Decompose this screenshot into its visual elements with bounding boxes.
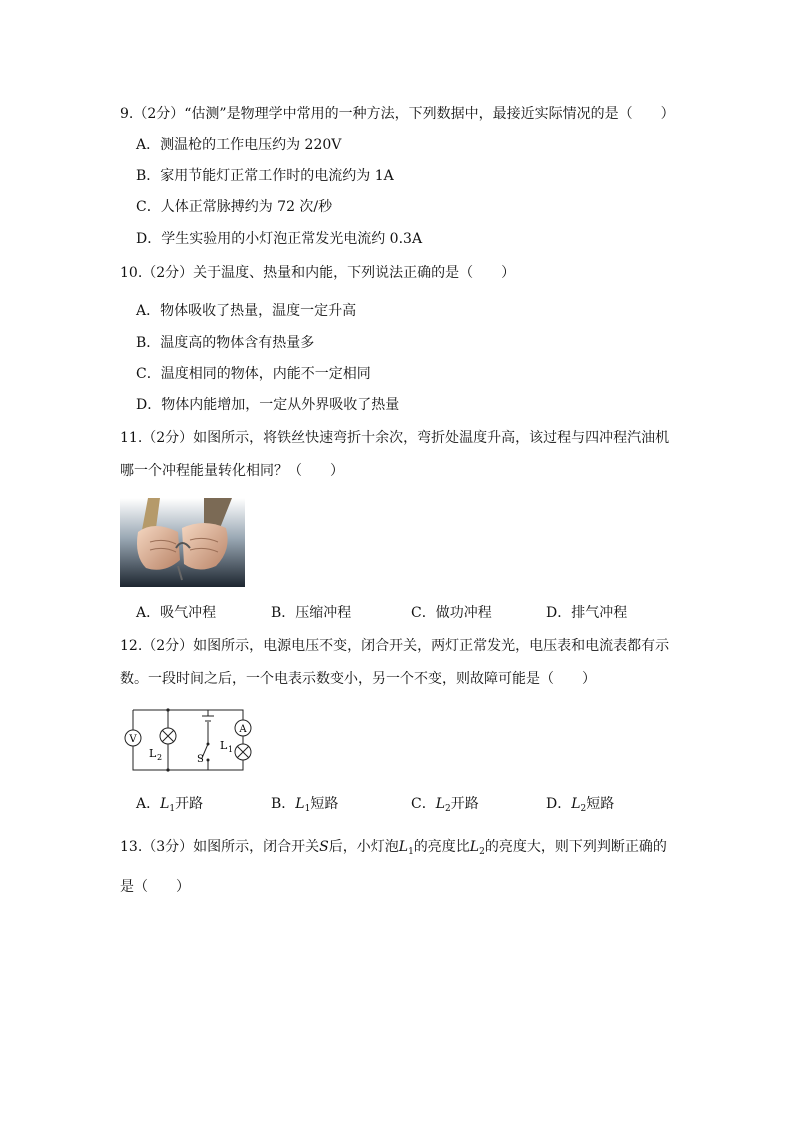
question-11-option-b[interactable]: B．压缩冲程: [271, 605, 352, 621]
question-9-option-d[interactable]: D．学生实验用的小灯泡正常发光电流约 0.3A: [136, 231, 423, 247]
question-13-stem-line2: 是（ ）: [120, 879, 190, 895]
question-11-option-d[interactable]: D．排气冲程: [546, 605, 628, 621]
question-12-option-c[interactable]: C．$L_2$开路: [411, 796, 479, 814]
lamp-l2-icon: [160, 728, 176, 744]
label-l1-sub: 1: [228, 745, 234, 754]
question-10-option-d[interactable]: D．物体内能增加，一定从外界吸收了热量: [136, 397, 400, 413]
question-9-option-c[interactable]: C．人体正常脉搏约为 72 次/秒: [136, 199, 333, 215]
question-12-option-d[interactable]: D．$L_2$短路: [546, 796, 615, 814]
circuit-diagram: [122, 708, 258, 776]
question-12-option-b[interactable]: B．$L_1$短路: [271, 796, 339, 814]
question-10-stem: 10.（2分）关于温度、热量和内能，下列说法正确的是（ ）: [120, 265, 516, 281]
question-9-option-b[interactable]: B．家用节能灯正常工作时的电流约为 1A: [136, 168, 394, 184]
question-12-stem-line1: 12.（2分）如图所示，电源电压不变，闭合开关，两灯正常发光，电压表和电流表都有示: [120, 638, 670, 654]
question-11-stem-line2: 哪一个冲程能量转化相同？（ ）: [120, 463, 344, 479]
question-11-stem-line1: 11.（2分）如图所示，将铁丝快速弯折十余次，弯折处温度升高，该过程与四冲程汽油机: [120, 430, 670, 446]
svg-text:V: V: [129, 734, 137, 745]
question-11-option-a[interactable]: A．吸气冲程: [136, 605, 217, 621]
question-10-option-c[interactable]: C．温度相同的物体，内能不一定相同: [136, 366, 371, 382]
svg-text:A: A: [239, 724, 247, 735]
voltmeter-icon: [125, 730, 141, 746]
ammeter-icon: [235, 720, 251, 736]
question-9-option-a[interactable]: A．测温枪的工作电压约为 220V: [136, 137, 342, 153]
bending-wire-photo: [120, 498, 245, 587]
lamp-l1-icon: [235, 744, 251, 760]
question-10-option-b[interactable]: B．温度高的物体含有热量多: [136, 335, 315, 351]
question-9-stem: 9.（2分）“估测”是物理学中常用的一种方法，下列数据中，最接近实际情况的是（ ）: [120, 106, 675, 122]
question-13-stem-line1: 13.（3分）如图所示，闭合开关S后，小灯泡$L_1$的亮度比$L_2$的亮度大，则下列判断正确的: [120, 839, 667, 857]
label-l2: L: [149, 747, 157, 760]
question-12-stem-line2: 数。一段时间之后，一个电表示数变小，另一个不变，则故障可能是（ ）: [120, 671, 596, 687]
label-s: S: [197, 754, 204, 765]
label-l2-sub: 2: [157, 753, 163, 762]
question-10-option-a[interactable]: A．物体吸收了热量，温度一定升高: [136, 303, 357, 319]
label-l1: L: [220, 739, 228, 752]
question-12-option-a[interactable]: A．$L_1$开路: [136, 796, 204, 814]
question-11-option-c[interactable]: C．做功冲程: [411, 605, 492, 621]
